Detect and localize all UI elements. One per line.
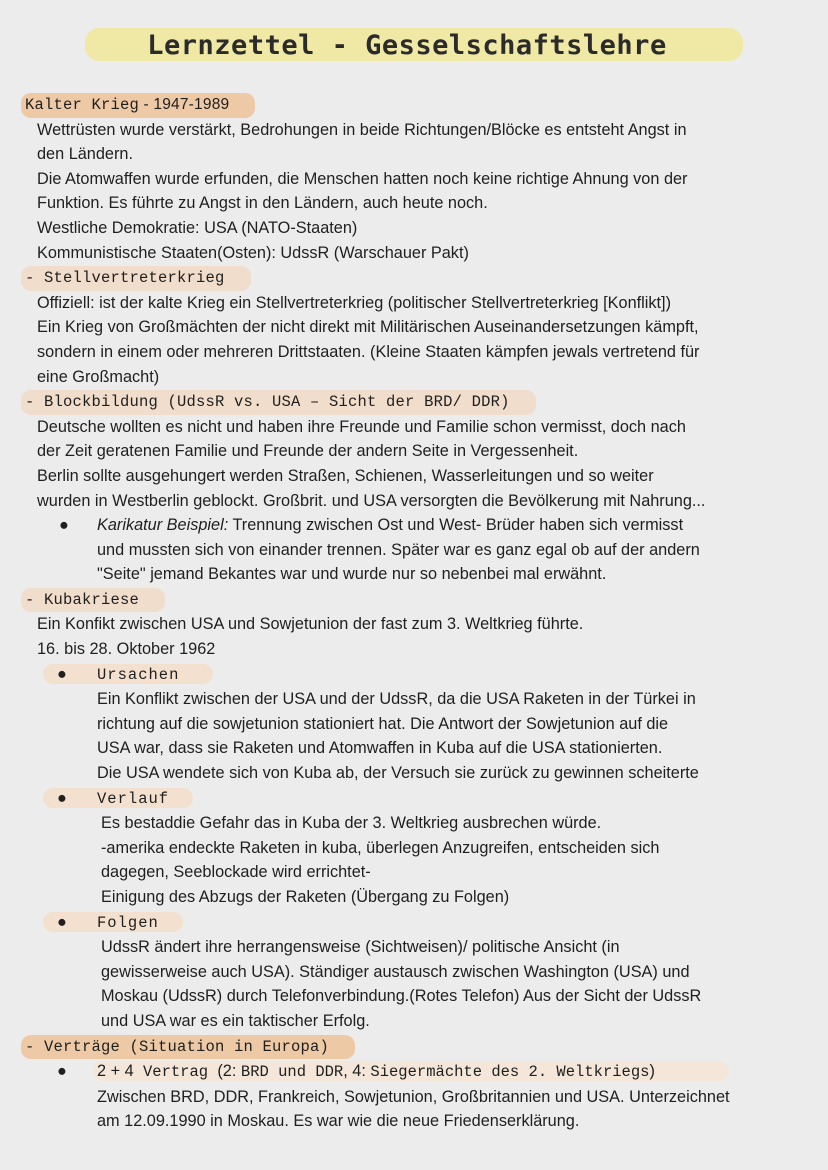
heading-blockbildung (25, 389, 797, 415)
text-line: und USA war es ein taktischer Erfolg. (101, 1011, 370, 1030)
text-line: Einigung des Abzugs der Raketen (Übergang zu Folgen) (101, 888, 510, 906)
text-line: Westliche Demokratie: USA (NATO-Staaten) (37, 218, 358, 237)
subheading-verlauf (37, 786, 797, 812)
heading-vertraege (25, 1034, 797, 1060)
text-line: Die USA wendete sich von Kuba ab, der Versuch sie zurück zu gewinnen scheiterte (97, 764, 699, 783)
text-line: gewisserweise auch USA). Ständiger austausch zwischen Washington (USA) und (101, 962, 690, 981)
text-line: der Zeit geratenen Familie und Freunde der andern Seite in Vergessenheit. (37, 442, 579, 461)
bullet-label: Karikatur Beispiel: (97, 516, 229, 535)
text-line: dagegen, Seeblockade wird errichtet- (101, 863, 371, 882)
bullet-karikatur (37, 513, 797, 587)
heading-stellvertreterkrieg (25, 265, 797, 291)
bullet-icon: ● (57, 912, 67, 931)
heading-kubakriese (25, 587, 797, 613)
text-line: den Ländern. (37, 145, 133, 164)
text-line: Berlin sollte ausgehungert werden Straßen, Schienen, Wasserleitungen und so weiter (37, 466, 654, 485)
vertrag-title (97, 1062, 655, 1080)
text-line: und mussten sich von einander trennen. Später war es ganz egal ob auf der andern (97, 540, 700, 559)
text-line: Die Atomwaffen wurde erfunden, die Menschen hatten noch keine richtige Ahnung von der (37, 169, 688, 188)
bullet-vertrag (37, 1059, 797, 1085)
text-line: Zwischen BRD, DDR, Frankreich, Sowjetunion, Großbritannien und USA. Unterzeichnet (97, 1087, 730, 1106)
bullet-icon: ● (57, 664, 67, 683)
text-line: -amerika endeckte Raketen in kuba, überlegen Anzugreifen, entscheiden sich (101, 838, 660, 857)
subheading-text: Folgen (97, 913, 159, 932)
heading-text: - Stellvertreterkrieg (21, 266, 251, 291)
text-line: Offiziell: ist der kalte Krieg ein Stellvertreterkrieg (politischer Stellvertreterkrieg [Konflikt]) (37, 293, 671, 312)
text-line: Es bestaddie Gefahr das in Kuba der 3. Weltkrieg ausbrechen würde. (101, 814, 602, 833)
bullet-icon: ● (59, 516, 69, 535)
heading-kalter-krieg (25, 92, 797, 118)
heading-date: - 1947-1989 (139, 96, 230, 113)
text-line: eine Großmacht) (37, 367, 160, 386)
text-line: Kommunistische Staaten(Osten): UdssR (Warschauer Pakt) (37, 243, 469, 262)
vertrag-word: Vertrag (133, 1063, 218, 1082)
vertrag-part: Siegermächte des 2. Weltkriegs (370, 1063, 650, 1082)
subheading-text: Ursachen (97, 665, 180, 684)
text-line: 16. bis 28. Oktober 1962 (37, 640, 216, 659)
heading-text: - Blockbildung (UdssR vs. USA – Sicht der BRD/ DDR) (21, 390, 536, 415)
vertrag-part: ) (649, 1062, 655, 1081)
text-line: Ein Krieg von Großmächten der nicht direkt mit Militärischen Auseinandersetzungen kämpft, (37, 318, 699, 337)
vertrag-part: BRD und DDR (240, 1063, 344, 1082)
text-line: USA war, dass sie Raketen und Atomwaffen in Kuba auf die USA stationierten. (97, 739, 663, 758)
text-line: Funktion. Es führte zu Angst in den Ländern, auch heute noch. (37, 194, 488, 213)
text-line: Deutsche wollten es nicht und haben ihre Freunde und Familie schon vermisst, doch nach (37, 417, 686, 436)
vertrag-part: (2: (217, 1062, 241, 1081)
vertrag-prefix: 2 + 4 (97, 1062, 134, 1081)
heading-text: - Verträge (Situation in Europa) (21, 1035, 355, 1060)
subheading-text: Verlauf (97, 789, 170, 808)
text-line: Trennung zwischen Ost und West- Brüder haben sich vermisst (228, 516, 684, 535)
title-bar (0, 28, 828, 61)
bullet-icon: ● (57, 788, 67, 807)
subheading-ursachen (37, 662, 797, 688)
heading-text: - Kubakriese (21, 588, 165, 613)
text-line: Ein Konflikt zwischen der USA und der UdssR, da die USA Raketen in der Türkei in (97, 690, 696, 709)
text-line: richtung auf die sowjetunion stationiert hat. Die Antwort der Sowjetunion auf die (97, 714, 669, 733)
text-line: Wettrüsten wurde verstärkt, Bedrohungen in beide Richtungen/Blöcke es entsteht Angst in (37, 120, 687, 139)
subheading-folgen (37, 910, 797, 936)
text-line: Moskau (UdssR) durch Telefonverbindung.(Rotes Telefon) Aus der Sicht der UdssR (101, 987, 702, 1006)
document-body (25, 92, 797, 1134)
bullet-icon: ● (57, 1062, 67, 1081)
text-line: wurden in Westberlin geblockt. Großbrit. und USA versorgten die Bevölkerung mit Nahrung... (37, 491, 706, 510)
vertrag-part: , 4: (343, 1062, 371, 1081)
text-line: Ein Konfikt zwischen USA und Sowjetunion der fast zum 3. Weltkrieg führte. (37, 615, 584, 634)
text-line: am 12.09.1990 in Moskau. Es war wie die neue Friedenserklärung. (97, 1112, 580, 1131)
text-line: sondern in einem oder mehreren Drittstaaten. (Kleine Staaten kämpfen jewals vertretend für (37, 342, 700, 361)
heading-text: Kalter Krieg (25, 96, 140, 114)
text-line: UdssR ändert ihre herrangensweise (Sichtweisen)/ politische Ansicht (in (101, 938, 620, 957)
page-title: Lernzettel - Gesselschaftslehre (85, 28, 742, 61)
text-line: "Seite" jemand Bekantes war und wurde nur so nebenbei mal erwähnt. (97, 565, 607, 584)
